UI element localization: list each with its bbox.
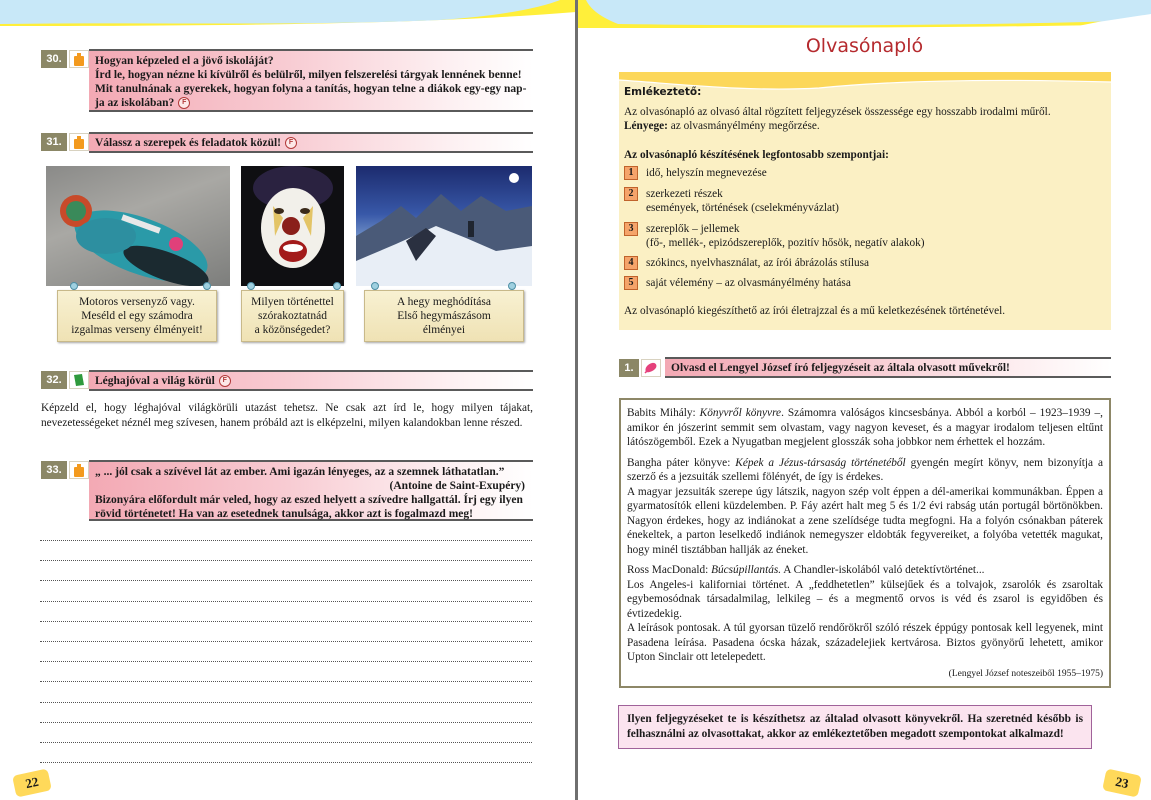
criteria-text: szereplők – jellemek — [646, 223, 740, 235]
mountain-climber-photo — [356, 166, 532, 286]
top-decoration-band — [578, 0, 1151, 30]
task-33-author: (Antoine de Saint-Exupéry) — [389, 480, 525, 492]
task-31-label — [41, 132, 89, 151]
task-33-box — [89, 460, 533, 521]
writing-line[interactable] — [40, 621, 532, 622]
reading-icon — [641, 359, 661, 377]
number-square: 4 — [624, 256, 638, 270]
task-30-box — [89, 49, 533, 112]
number-square: 3 — [624, 222, 638, 236]
writing-line[interactable] — [40, 560, 532, 561]
criteria-text: idő, helyszín megnevezése — [646, 167, 767, 179]
task-30-line-2: Írd le, hogyan nézne ki kívülről és belülről, milyen felszerelési tárgyak lennének benne! — [95, 69, 522, 81]
writing-line[interactable] — [40, 540, 532, 541]
number-square: 2 — [624, 187, 638, 201]
reminder-heading: Emlékeztető: — [624, 86, 702, 98]
page-number-left: 22 — [12, 768, 52, 797]
pin-icon — [333, 282, 341, 290]
criteria-item-5 — [624, 276, 851, 290]
task-number: 30. — [41, 50, 67, 68]
book-spine — [575, 0, 578, 800]
task-32-text: Léghajóval a világ körül — [95, 375, 215, 387]
right-page — [578, 0, 1151, 800]
criteria-text: (fő-, mellék-, epizódszereplők, pozitív hősök, negatív alakok) — [646, 237, 925, 249]
task-1-text: Olvasd el Lengyel József író feljegyzéseit az általa olvasott művekről! — [671, 362, 1010, 374]
caption-line: Meséld el egy számodra — [81, 310, 193, 322]
note-text: A Chandler-iskolából való detektívtörténet... — [781, 564, 985, 576]
note-macdonald-cont2: A leírások pontosak. A túl gyorsan tüzelő rendőrökről szóló részek éppúgy pontosak kell legyenek, mint Pasadena leírása. Pasadena ócska házak, századelejiek kertvárosa. Biztos gyönyörű lehetett, amikor Upton Sinclair ott letelepedett. — [627, 622, 1103, 663]
notes-source: (Lengyel József noteszeiből 1955–1975) — [948, 668, 1103, 679]
number-square: 1 — [624, 166, 638, 180]
task-number: 31. — [41, 133, 67, 151]
task-30-line-4: ja az iskolában? — [95, 97, 175, 109]
task-32-label — [41, 370, 89, 389]
note-book-title: Könyvről könyvre — [699, 407, 782, 419]
caption-line: A hegy meghódítása — [397, 296, 491, 308]
writing-line[interactable] — [40, 601, 532, 602]
page-number-right: 23 — [1102, 768, 1142, 797]
criteria-text: szókincs, nyelvhasználat, az írói ábrázolás stílusa — [646, 257, 870, 269]
note-macdonald — [627, 563, 1103, 578]
writing-line[interactable] — [40, 742, 532, 743]
free-choice-badge-icon: F — [219, 375, 231, 387]
writing-line[interactable] — [40, 681, 532, 682]
note-author: Babits Mihály: — [627, 407, 700, 419]
writing-line[interactable] — [40, 661, 532, 662]
task-number: 32. — [41, 371, 67, 389]
writing-line[interactable] — [40, 702, 532, 703]
top-decoration-band — [0, 0, 576, 30]
clown-face-photo — [241, 166, 344, 286]
note-text: gyengén megírt könyv, nem bizonyítja a szerző és a jezsuiták szellemi fölényét, de így is érdekes. — [627, 456, 1103, 483]
pin-icon — [247, 282, 255, 290]
pin-icon — [70, 282, 78, 290]
free-choice-badge-icon: F — [178, 97, 190, 109]
task-33-line-2: rövid történetet! Ha van az esetednek tanulsága, akkor azt is fogalmazd meg! — [95, 508, 473, 520]
criteria-item-4 — [624, 256, 869, 270]
task-31-text: Válassz a szerepek és feladatok közül! — [95, 137, 282, 149]
pin-icon — [203, 282, 211, 290]
caption-line: izgalmas verseny élményeit! — [71, 324, 203, 336]
note-author: Ross MacDonald: — [627, 564, 712, 576]
task-30-label — [41, 49, 89, 68]
caption-line: élményei — [422, 324, 466, 336]
task-number: 33. — [41, 461, 67, 479]
writing-line[interactable] — [40, 580, 532, 581]
task-33-label — [41, 460, 89, 479]
reminder-essence — [624, 119, 1109, 133]
number-square: 5 — [624, 276, 638, 290]
note-bangha-cont: A magyar jezsuiták szerepe úgy látszik, nagyon szép volt éppen a dél-amerikai kommunákban. Éppen a gyarmatosítók elleni küzdelemben. P. Fáy azért halt meg 5 és 1/2 évi rabság után portugál börtönökben. Nagyon érdekes, hogy az indiánokat a zene szelídsége tudta megfogni. Ha a folyón csónakban páterek énekeltek, a parton leselkedő indiánok nemegyszer eldobták fegyvereiket, a folyóba vetették magukat, hogy minél tisztábban hallják az éneket. — [627, 485, 1103, 556]
essence-text: az olvasmányélmény megőrzése. — [667, 120, 820, 132]
caption-line: Motoros versenyző vagy. — [79, 296, 195, 308]
reminder-definition: Az olvasónapló az olvasó által rögzített feljegyzések összessége egy hosszabb irodalmi műről. — [624, 106, 1051, 118]
task-1-label — [619, 358, 661, 377]
criteria-text: saját vélemény – az olvasmányélmény hatása — [646, 277, 851, 289]
caption-card-3 — [364, 290, 524, 342]
writing-hand-icon — [69, 133, 89, 151]
caption-line: Első hegymászásom — [397, 310, 491, 322]
task-33-line-1: Bizonyára előfordult már veled, hogy az eszed helyett a szívedre hallgattál. Írj egy ilyen — [95, 494, 523, 506]
note-babits — [627, 406, 1103, 450]
task-32-description: Képzeld el, hogy léghajóval világkörüli utazást tehetsz. Ne csak azt írd le, hogy milyen tájakat, nevezetességeket néznél meg szívesen, hanem próbáld azt is elképzelni, milyen kalandokban lenne részed. — [41, 402, 533, 429]
caption-line: a közönségedet? — [254, 324, 331, 336]
note-bangha — [627, 456, 1103, 485]
task-30-line-1: Hogyan képzeled el a jövő iskoláját? — [95, 55, 274, 67]
task-31-box — [89, 132, 533, 153]
writing-hand-icon — [69, 461, 89, 479]
task-33-quote: „ ... jól csak a szívével lát az ember. Ami igazán lényeges, az a szemnek láthatatlan.” — [95, 466, 505, 478]
tip-box: Ilyen feljegyzéseket te is készíthetsz az általad olvasott könyvekről. Ha szeretnéd később is felhasználni az olvasottakat, akkor az emlékeztetőben megadott szempontokat alkalmazd! — [618, 705, 1092, 749]
note-macdonald-cont: Los Angeles-i kaliforniai történet. A „feddhetetlen” külsejűek és a tolvajok, zsarolók és zsaroltak egybemosódnak társadalmilag, lelkileg – és a megmentő orvos is véd és zsarol is egyidőben és évtizedekig. — [627, 578, 1103, 620]
pin-icon — [508, 282, 516, 290]
note-book-title: Búcsúpillantás. — [711, 564, 782, 576]
page-title: Olvasónapló — [805, 35, 924, 57]
note-text: . Számomra valóságos kincsesbánya. Abból a korból – 1923–1939 –, amikor én jószerint semmit sem olvastam, vagy nagyon keveset, és a magyar irodalom teljesen eltűnt látószögemből. Ezek a Nyugatban megjelent glosszák soha jobbkor nem érhettek el hozzám. — [627, 407, 1103, 448]
note-book-title: Képek a Jézus-társaság történetéből — [735, 456, 906, 469]
free-choice-badge-icon: F — [285, 137, 297, 149]
caption-card-1 — [57, 290, 217, 342]
criteria-text: események, történések (cselekményvázlat) — [646, 202, 839, 214]
writing-line[interactable] — [40, 762, 532, 763]
task-1-box — [665, 357, 1111, 378]
writing-line[interactable] — [40, 722, 532, 723]
task-32-box — [89, 370, 533, 391]
caption-line: szórakoztatnád — [258, 310, 327, 322]
book-icon — [69, 371, 89, 389]
reading-notes-box — [619, 398, 1111, 688]
caption-card-2 — [241, 290, 344, 342]
criteria-item-2 — [624, 187, 839, 215]
writing-line[interactable] — [40, 641, 532, 642]
caption-line: Milyen történettel — [251, 296, 334, 308]
essence-label: Lényege: — [624, 120, 668, 132]
writing-hand-icon — [69, 50, 89, 68]
criteria-item-3 — [624, 222, 925, 250]
motorcycle-racer-photo — [46, 166, 230, 286]
note-author: Bangha páter könyve: — [627, 456, 736, 469]
task-30-line-3: Mit tanulnának a gyerekek, hogyan folyna a tanítás, hogyan telne a diákok egy-egy nap- — [95, 83, 527, 95]
pin-icon — [371, 282, 379, 290]
criteria-text: szerkezeti részek — [646, 188, 723, 200]
reminder-footer: Az olvasónapló kiegészíthető az írói életrajzzal és a mű keletkezésének történetével. — [624, 305, 1006, 317]
task-number: 1. — [619, 359, 639, 377]
criteria-item-1 — [624, 166, 767, 180]
criteria-heading: Az olvasónapló készítésének legfontosabb szempontjai: — [624, 149, 889, 161]
reminder-box — [619, 72, 1111, 330]
